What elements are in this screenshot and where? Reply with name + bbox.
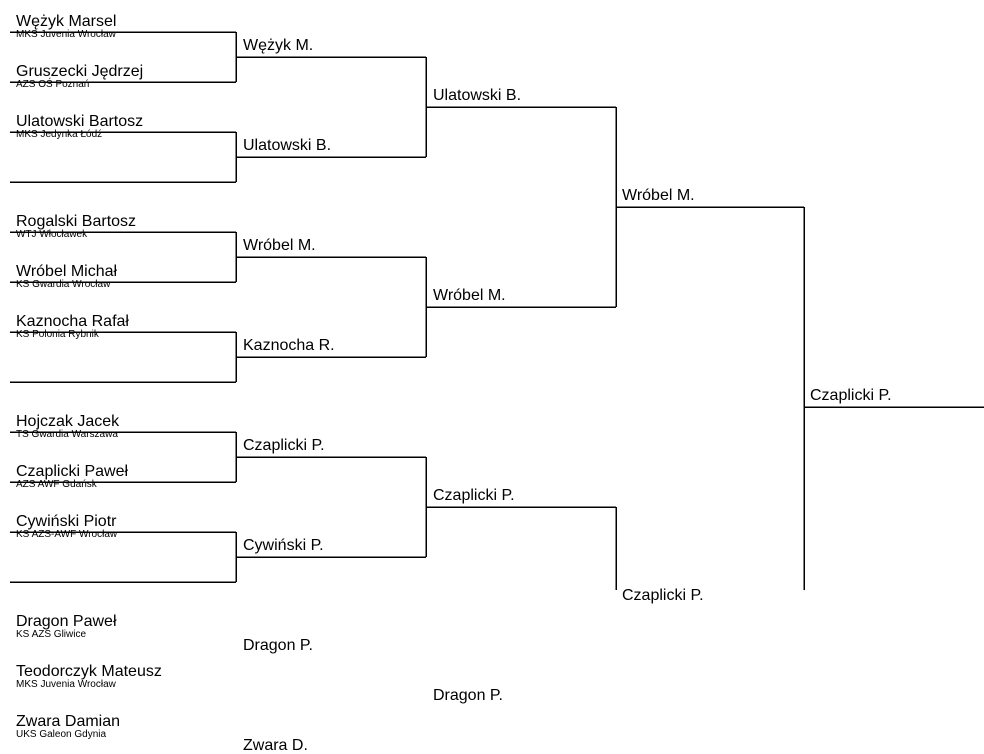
round3-winner: Wróbel M. bbox=[433, 287, 506, 304]
round2-winner: Czaplicki P. bbox=[243, 437, 325, 454]
player-club: KS Polonia Rybnik bbox=[16, 329, 99, 340]
player-club: WTJ Włocławek bbox=[16, 229, 88, 240]
player-club: KS AZS Gliwice bbox=[16, 629, 87, 640]
round3-winner: Ulatowski B. bbox=[433, 87, 522, 104]
player-name: Rogalski Bartosz bbox=[16, 213, 137, 230]
player-name: Cywiński Piotr bbox=[16, 513, 117, 530]
round3-winner: Czaplicki P. bbox=[433, 487, 515, 504]
round2-winner: Wężyk M. bbox=[243, 37, 314, 54]
round2-winner: Kaznocha R. bbox=[243, 337, 335, 354]
player-name: Gruszecki Jędrzej bbox=[16, 63, 144, 80]
player-club: KS AZS-AWF Wrocław bbox=[16, 529, 118, 540]
player-name: Dragon Paweł bbox=[16, 613, 117, 630]
player-club: UKS Galeon Gdynia bbox=[16, 729, 107, 740]
player-name: Czaplicki Paweł bbox=[16, 463, 129, 480]
player-club: MKS Juvenia Wrocław bbox=[16, 679, 116, 690]
round2-winner: Ulatowski B. bbox=[243, 137, 332, 154]
player-club: AZS AWF Gdańsk bbox=[16, 479, 97, 490]
round4-winner: Wróbel M. bbox=[622, 187, 695, 204]
player-club: MKS Juvenia Wrocław bbox=[16, 29, 116, 40]
round2-winner: Zwara D. bbox=[243, 737, 308, 754]
player-club: TS Gwardia Warszawa bbox=[16, 429, 118, 440]
player-name: Wróbel Michał bbox=[16, 263, 118, 280]
player-name: Wężyk Marsel bbox=[16, 13, 117, 30]
player-name: Teodorczyk Mateusz bbox=[16, 663, 162, 680]
round2-winner: Wróbel M. bbox=[243, 237, 316, 254]
player-club: AZS OŚ Poznań bbox=[16, 79, 90, 90]
player-name: Zwara Damian bbox=[16, 713, 121, 730]
player-name: Ulatowski Bartosz bbox=[16, 113, 144, 130]
tournament-winner: Czaplicki P. bbox=[810, 387, 892, 404]
round2-winner: Dragon P. bbox=[243, 637, 313, 654]
round4-winner: Czaplicki P. bbox=[622, 587, 704, 604]
player-club: MKS Jedynka Łódź bbox=[16, 129, 103, 140]
player-club: KS Gwardia Wrocław bbox=[16, 279, 111, 290]
player-name: Kaznocha Rafał bbox=[16, 313, 129, 330]
round3-winner: Dragon P. bbox=[433, 687, 503, 704]
round2-winner: Cywiński P. bbox=[243, 537, 324, 554]
player-name: Hojczak Jacek bbox=[16, 413, 120, 430]
